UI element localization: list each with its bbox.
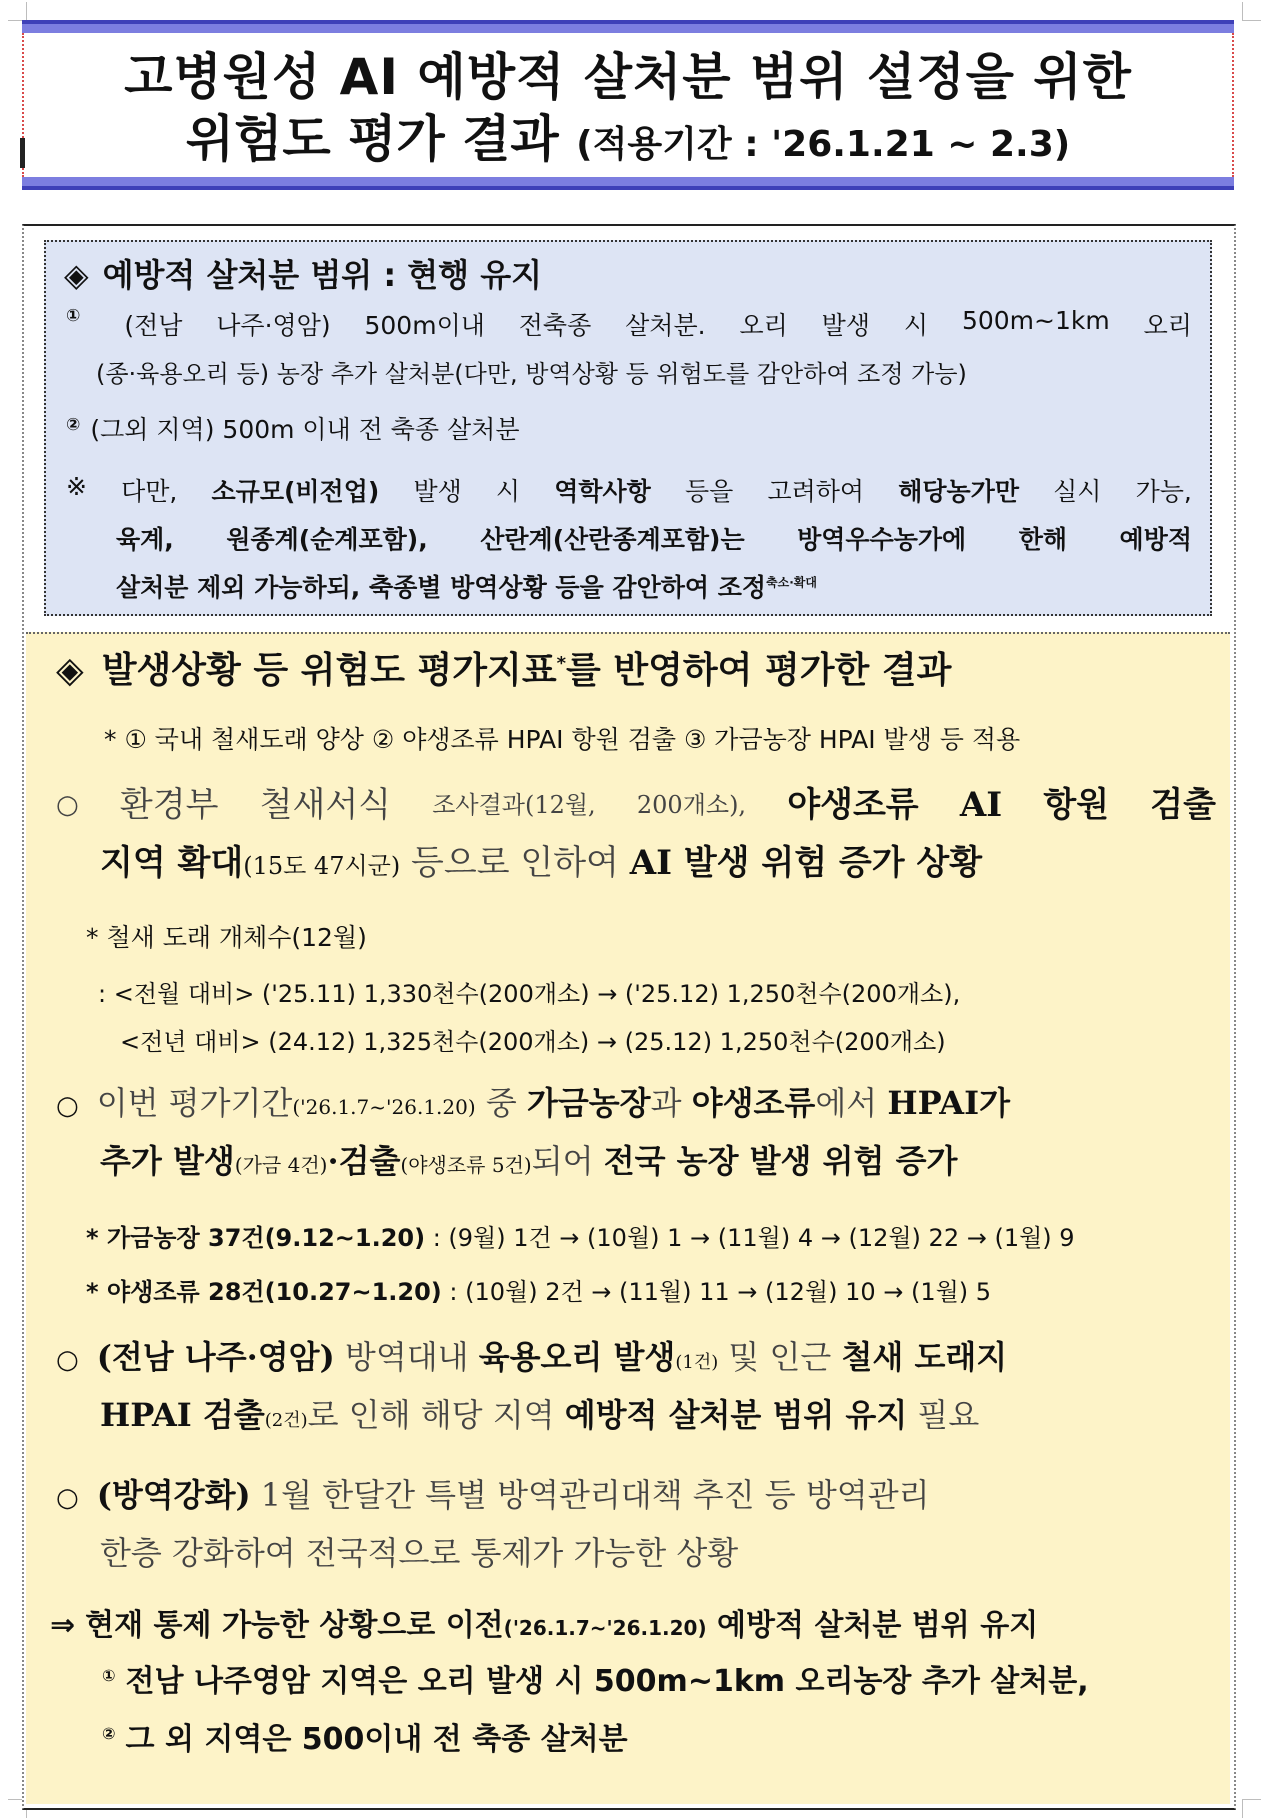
scope-heading-text: 예방적 살처분 범위 : 현행 유지	[102, 256, 543, 294]
scope-heading	[64, 250, 542, 296]
word: 500m이내	[364, 311, 485, 340]
b4-rest: 1월 한달간 특별 방역관리대책 추진 등 방역관리	[250, 1476, 930, 1514]
word: 산란계(산란종계포함)는	[480, 525, 745, 554]
conclusion-item2	[102, 1714, 628, 1758]
b3-a: 방역대내	[334, 1338, 479, 1376]
word: 검출	[1150, 785, 1216, 825]
b3l2-small: (2건)	[264, 1410, 308, 1431]
b2-c: 과	[650, 1084, 692, 1122]
page-title-line1: 고병원성 AI 예방적 살처분 범위 설정을 위한	[124, 48, 1132, 106]
word: 조사결과(12월,	[432, 791, 596, 819]
word: 발생	[821, 311, 870, 340]
heading-pre: 발생상황 등 위험도 평가지표	[101, 650, 557, 691]
b3l2-b: 필요	[907, 1396, 980, 1434]
note-marker: ※	[66, 472, 87, 501]
bullet3-line1	[56, 1328, 1007, 1392]
b2-bold3: HPAI가	[887, 1084, 1011, 1122]
word: 항원	[1043, 785, 1110, 825]
page-title-line2	[24, 107, 1232, 177]
conclusion-item1	[102, 1656, 1089, 1700]
b1-small: (15도 47시군)	[243, 852, 401, 880]
word: 한해	[1018, 525, 1068, 554]
word: (전남	[124, 311, 183, 340]
bullet4-line1	[56, 1466, 930, 1527]
bullet1	[56, 776, 1216, 895]
evaluation-box	[26, 632, 1230, 1804]
concl-item2-marker: ②	[102, 1724, 116, 1743]
b2-bold2: 야생조류	[691, 1084, 816, 1122]
word: 발생	[413, 477, 462, 506]
text-cursor-mark	[20, 138, 25, 168]
scope-item1-line1	[66, 306, 1192, 342]
bullet3-line2	[100, 1386, 979, 1450]
b1-bold2: AI 발생 위험 증가 상황	[629, 843, 983, 883]
item2-marker: ②	[66, 415, 81, 435]
concl-a: 현재 통제 가능한 상황으로 이전	[85, 1608, 504, 1643]
b2-bold1: 가금농장	[526, 1084, 651, 1122]
b2-b: 중	[475, 1084, 527, 1122]
b3l2-a: 로 인해 해당 지역	[307, 1396, 565, 1434]
b2-sub1-rest: : (9월) 1건 → (10월) 1 → (11월) 4 → (12월) 22 → (1월) 9	[425, 1224, 1075, 1252]
concl-b: 예방적 살처분 범위 유지	[706, 1608, 1039, 1643]
corner-mark-tl	[8, 2, 27, 21]
b2l2-small1: (가금 4건)	[234, 1153, 328, 1177]
word: 실시	[1053, 477, 1102, 506]
b3l2-bold2: 예방적 살처분 범위 유지	[564, 1396, 908, 1434]
scope-note-line3	[116, 568, 817, 604]
bullet1-sub-title: * 철새 도래 개체수(12월)	[86, 923, 367, 952]
word: 예방적	[1119, 525, 1192, 554]
evaluation-footnote: * ① 국내 철새도래 양상 ② 야생조류 HPAI 항원 검출 ③ 가금농장 HPAI 발생 등 적용	[104, 725, 1021, 754]
word: 500m~1km	[961, 306, 1110, 335]
bullet1-sub-line1: : <전월 대비> ('25.11) 1,330천수(200개소) → ('25.12) 1,250천수(200개소),	[98, 980, 961, 1008]
b3l2-bold1: HPAI 검출	[100, 1396, 265, 1434]
heading-sup: *	[556, 653, 567, 674]
b2l2-bold1: 추가 발생	[100, 1142, 235, 1180]
scope-box	[44, 240, 1212, 616]
diamond-bullet-icon: ◈	[56, 650, 84, 691]
bullet1-line2	[100, 834, 1216, 895]
word: 역학사항	[554, 477, 651, 506]
concl-item1-text: 전남 나주영암 지역은 오리 발생 시 500m~1km 오리농장 추가 살처분,	[125, 1664, 1089, 1699]
b3-bold3: 철새 도래지	[841, 1338, 1008, 1376]
word: 등을	[684, 477, 734, 506]
word: 원종계(순계포함),	[226, 525, 428, 554]
b2-d: 에서	[815, 1084, 888, 1122]
b2-sub1-bold: * 가금농장 37건(9.12~1.20)	[86, 1224, 426, 1252]
note-sup: 축소·확대	[766, 575, 817, 590]
scope-note-line2	[116, 520, 1192, 556]
application-period: (적용기간 : '26.1.21 ~ 2.3)	[576, 124, 1071, 165]
word: 고려하여	[767, 477, 865, 506]
title-box	[22, 33, 1234, 177]
word: 나주·영암)	[216, 311, 331, 340]
bullet2-sub1	[86, 1218, 1075, 1253]
b3-small: (1건)	[675, 1352, 719, 1373]
b2-sub2-bold: * 야생조류 28건(10.27~1.20)	[86, 1278, 442, 1306]
heading-post: 를 반영하여 평가한 결과	[566, 650, 952, 691]
b2l2-mid: 되어	[531, 1142, 604, 1180]
word: 살처분.	[625, 311, 706, 340]
b1-bold1: 지역 확대	[100, 843, 244, 883]
word: 오리	[1143, 311, 1192, 340]
word: 가능,	[1135, 477, 1192, 506]
concl-small: ('26.1.7~'26.1.20)	[503, 1616, 707, 1640]
b2l2-small2: (야생조류 5건)	[400, 1153, 532, 1177]
scope-note-line1	[66, 472, 1192, 508]
word: 해당농가만	[898, 477, 1019, 506]
word: 전축종	[518, 311, 592, 340]
evaluation-heading	[56, 642, 951, 693]
word: 다만,	[121, 477, 178, 506]
b1-mid: 등으로 인하여	[400, 843, 630, 883]
word: 200개소),	[636, 791, 747, 819]
scope-item1-line2: (종·육용오리 등) 농장 추가 살처분(다만, 방역상황 등 위험도를 감안하여 조정 가능)	[96, 360, 967, 388]
item2-text: (그외 지역) 500m 이내 전 축종 살처분	[90, 415, 520, 444]
title-block	[22, 20, 1234, 190]
bullet2-sub2	[86, 1272, 991, 1307]
bullet-marker: ○	[56, 1345, 79, 1375]
word: 철새서식	[259, 785, 392, 825]
bullet-marker: ○	[56, 1091, 79, 1121]
bullet4-line2: 한층 강화하여 전국적으로 통제가 가능한 상황	[100, 1534, 739, 1572]
bullet-marker: ○	[56, 1483, 79, 1513]
item1-marker: ①	[66, 306, 81, 326]
concl-item1-marker: ①	[102, 1666, 116, 1685]
b2-sub2-rest: : (10월) 2건 → (11월) 11 → (12월) 10 → (1월) 5	[441, 1278, 992, 1306]
conclusion-line	[50, 1600, 1038, 1644]
word: 오리	[739, 311, 788, 340]
b4-bold: (방역강화)	[96, 1476, 251, 1514]
word: 시	[903, 311, 929, 340]
word: 환경부	[119, 785, 219, 825]
word: 육계,	[116, 525, 174, 554]
bullet2-line1	[56, 1074, 1010, 1136]
word: 야생조류	[787, 785, 919, 825]
bullet1-line1	[56, 776, 1216, 834]
corner-mark-br	[1242, 1799, 1261, 1818]
note-line3-text: 살처분 제외 가능하되, 축종별 방역상황 등을 감안하여 조정	[116, 573, 767, 602]
diamond-bullet-icon: ◈	[64, 256, 89, 294]
b2l2-bold2: ·검출	[327, 1142, 401, 1180]
scope-item2	[66, 410, 519, 446]
b2-small: ('26.1.7~'26.1.20)	[292, 1095, 476, 1119]
bullet1-sub-line2: <전년 대비> (24.12) 1,325천수(200개소) → (25.12) 1,250천수(200개소)	[120, 1028, 946, 1056]
title-bar-bottom	[22, 177, 1234, 190]
bullet-marker: ○	[56, 790, 79, 820]
conclusion-arrow-icon: ⇒	[50, 1608, 76, 1643]
b2l2-bold3: 전국 농장 발생 위험 증가	[603, 1142, 958, 1180]
word: 시	[495, 477, 521, 506]
b3-b: 및 인근	[718, 1338, 842, 1376]
b3-bold1: (전남 나주·영암)	[96, 1338, 335, 1376]
word: 방역우수농가에	[797, 525, 967, 554]
page-title-main: 위험도 평가 결과	[185, 110, 559, 168]
corner-mark-tr	[1242, 2, 1261, 21]
b3-bold2: 육용오리 발생	[478, 1338, 676, 1376]
title-bar-top	[22, 20, 1234, 33]
b2-a: 이번 평가기간	[96, 1084, 293, 1122]
word: AI	[959, 785, 1003, 825]
bullet2-line2	[100, 1132, 957, 1194]
word: 소규모(비전업)	[211, 477, 380, 506]
concl-item2-text: 그 외 지역은 500이내 전 축종 살처분	[125, 1722, 628, 1757]
